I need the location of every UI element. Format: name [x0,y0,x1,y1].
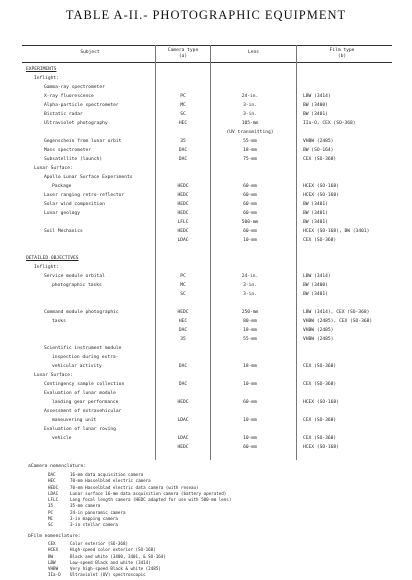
table-row [0,66,412,74]
table-row [0,192,412,200]
subject-cell: Assessment of extravehicular [44,409,122,414]
lens-cell: 60-mm [243,202,257,207]
nomenclature-description: Very high-speed Black & white (2485) [70,566,161,572]
film-type-cell: CEX (SO-368) [303,364,337,369]
lens-cell: 60-mm [243,229,257,234]
nomenclature-description: 16-mm data acquisition camera [70,472,144,477]
table-row [0,309,412,317]
header-bottom-rule [22,62,392,63]
lens-cell: 500-mm [241,220,259,225]
table-row [0,111,412,119]
camera-type-cell: HEC [178,319,188,324]
table-row [0,219,412,227]
table-row [0,291,412,299]
nomenclature-description: Ultraviolet (UV) spectroscopic [70,572,146,578]
film-type-cell: HCEX (SO-168) [303,193,339,198]
camera-type-cell: DAC [178,328,188,333]
camera-type-cell: HEDC [177,184,189,189]
camera-type-footnote: (a) [178,54,188,59]
film-type-cell: LBW (3414) [303,94,331,99]
table-row [0,417,412,425]
lens-cell: 60-mm [243,445,257,450]
film-type-cell: VHBW (2485) [303,328,334,333]
camera-nomenclature-list [48,472,231,529]
lens-cell: 60-mm [243,400,257,405]
lens-cell: 55-mm [243,337,257,342]
subject-cell: Ultraviolet photography [44,121,108,126]
table-row [0,174,412,182]
lens-cell: 24-in. [241,274,259,279]
camera-type-cell: 35 [180,139,186,144]
nomenclature-code: IIa-O [48,572,61,578]
nomenclature-description: Long focal length camera (HEDC adapted for use with 500-mm lens) [70,497,232,503]
nomenclature-description: Black and white (3400, 3401, & SO-164) [70,553,166,559]
subject-cell: Bistatic radar [44,112,83,117]
subject-cell: photographic tasks [52,283,102,288]
lens-cell: 3-in. [243,103,257,108]
subject-cell: Apollo Lunar Surface Experiments [44,175,133,180]
nomenclature-code: SC [48,522,54,528]
film-type-cell: IIa-O, CEX (SO-368) [303,121,356,126]
subject-header: Subject [80,50,100,55]
subject-cell: Lunar Surface: [34,373,73,378]
camera-type-cell: LFLC [177,220,189,225]
lens-cell: 60-mm [243,193,257,198]
camera-type-cell: HEDC [177,229,189,234]
table-row [0,138,412,146]
nomenclature-code: LFLC [48,497,59,503]
subject-cell: Gamma-ray spectrometer [44,85,105,90]
nomenclature-code: BW [48,553,54,559]
film-type-cell: BW (3401) [303,292,328,297]
camera-type-cell: HEDC [177,400,189,405]
table-row [0,336,412,344]
film-type-cell: BW (3401) [303,211,328,216]
nomenclature-description: Low-speed Black and white (3414) [70,559,151,565]
camera-type-cell: LDAC [177,436,189,441]
table-row [0,156,412,164]
film-type-cell: CEX (SO-368) [303,436,337,441]
table-row [0,237,412,245]
film-type-cell: BW (3401) [303,220,328,225]
table-row [0,183,412,191]
table-row [0,372,412,380]
film-type-cell: CEX (SO-368) [303,238,337,243]
camera-type-cell: DAC [178,382,188,387]
subject-cell: Command module photographic [44,310,119,315]
film-type-cell: BW (3400) [303,103,328,108]
camera-type-cell: DAC [178,148,188,153]
film-type-cell: CEX (SO-368) [303,382,337,387]
film-type-cell: LBW (3414), CEX (SO-368) [303,310,370,315]
table-row [0,363,412,371]
lens-cell: 55-mm [243,139,257,144]
table-row [0,300,412,308]
subject-cell: Gegenschein from lunar orbit [44,139,122,144]
subject-cell: Alpha-particle spectrometer [44,103,119,108]
film-type-cell: CEX (SO-368) [303,418,337,423]
subject-cell: Contingency sample collection [44,382,125,387]
lens-cell: 105-mm [241,121,259,126]
subject-cell: tasks [52,319,66,324]
subject-cell: Evaluation of lunar roving [44,427,116,432]
table-row [0,426,412,434]
film-type-cell: HCEX (SO-168) [303,400,339,405]
lens-cell: 18-mm [243,364,257,369]
camera-type-cell: HEDC [177,310,189,315]
film-type-cell: VHBW (2485) [303,337,334,342]
camera-type-cell: MC [180,103,186,108]
film-nomenclature-title: bFilm nomenclature: [28,534,81,539]
nomenclature-code: HEC [48,478,56,484]
nomenclature-code: DAC [48,472,56,477]
subject-cell: maneuvering unit [52,418,97,423]
table-row [0,228,412,236]
lens-cell: 3-in. [243,292,257,297]
film-type-cell: HCEX (SO-168) [303,445,339,450]
table-row [0,129,412,137]
subject-cell: Scientific instrument module [44,346,122,351]
subject-cell: Solar wind composition [44,202,105,207]
nomenclature-code: MC [48,516,54,522]
subject-cell: landing gear performance [52,400,119,405]
nomenclature-code: HCEX [48,547,59,553]
nomenclature-code: VHBW [48,566,59,572]
table-row [0,201,412,209]
table-row [0,327,412,335]
camera-type-header: Camera type [167,48,199,53]
table-row [0,246,412,254]
nomenclature-code: LBW [48,559,56,565]
subject-cell: Inflight: [34,265,59,270]
film-type-footnote: (b) [337,54,347,59]
table-row [0,345,412,353]
subject-cell: Soil Mechanics [44,229,83,234]
camera-type-cell: HEC [178,121,188,126]
table-row [0,390,412,398]
table-row [0,399,412,407]
lens-cell: 60-mm [243,211,257,216]
camera-type-cell: SC [180,292,186,297]
subject-cell: Evaluation of lunar module [44,391,116,396]
table-row [0,282,412,290]
nomenclature-description: 70-mm Hasselblad electric data camera (with reseau) [70,484,199,490]
subject-cell: Lunar Surface: [34,166,73,171]
lens-cell: 80-mm [243,319,257,324]
lens-cell: 18-mm [243,328,257,333]
lens-cell: (UV transmitting) [226,130,274,135]
camera-type-cell: DAC [178,157,188,162]
camera-type-cell: MC [180,283,186,288]
lens-cell: 60-mm [243,184,257,189]
film-type-header: Film type [329,48,355,53]
camera-type-cell: HEDC [177,193,189,198]
table-row [0,102,412,110]
film-type-cell: HCEX (SO-168), BW (3401) [303,229,370,234]
table-row [0,75,412,83]
film-type-cell: BW (SO-164) [303,148,334,153]
table-row [0,273,412,281]
subject-cell: Service module orbital [44,274,105,279]
camera-type-cell: PC [180,274,186,279]
lens-cell: 10-mm [243,238,257,243]
subject-cell: Lunar geology [44,211,80,216]
table-row [0,165,412,173]
subject-cell: Mass spectrometer [44,148,92,153]
camera-type-cell: PC [180,94,186,99]
subject-cell: Laser ranging retro-reflector [44,193,125,198]
nomenclature-description: 3-in mapping camera [70,516,118,522]
table-row [0,147,412,155]
nomenclature-code: HEDC [48,484,59,490]
page-title: TABLE A-II.- PHOTOGRAPHIC EQUIPMENT [65,8,347,22]
table-row [0,210,412,218]
table-row [0,435,412,443]
lens-cell: 24-in. [241,94,259,99]
lens-cell: 18-mm [243,148,257,153]
nomenclature-description: 70-mm Hasselblad electric camera [70,478,151,484]
film-type-cell: LBW (3414) [303,274,331,279]
nomenclature-description: 3-in stellar camera [70,522,118,528]
table-row [0,84,412,92]
camera-type-cell: LDAC [177,238,189,243]
nomenclature-code: CEX [48,541,56,546]
table-row [0,381,412,389]
subject-cell: EXPERIMENTS [26,67,57,72]
camera-type-cell: HEDC [177,202,189,207]
subject-cell: Subsatellite (launch) [44,157,103,162]
film-type-cell: HCEX (SO-168) [303,184,339,189]
table-row [0,444,412,452]
lens-header: Lens [247,50,260,55]
lens-cell: 10-mm [243,436,257,441]
film-type-cell: VHBW (2485), CEX (SO-368) [303,319,373,324]
film-nomenclature-list [48,541,166,579]
table-row [0,93,412,101]
nomenclature-entry [48,572,166,578]
table-row [0,255,412,263]
header-top-rule [22,45,392,46]
nomenclature-code: PC [48,509,54,515]
table-row [0,120,412,128]
camera-nomenclature-title: aCamera nomenclature: [28,464,87,469]
camera-type-cell: LDAC [177,418,189,423]
film-type-cell: VHBW (2485) [303,139,334,144]
lens-cell: 10-mm [243,382,257,387]
camera-type-cell: DAC [178,364,188,369]
film-type-cell: CEX (SO-368) [303,157,337,162]
lens-cell: 10-mm [243,418,257,423]
subject-cell: vehicular activity [52,364,102,369]
nomenclature-description: 35-mm camera [70,503,101,509]
lens-cell: 3-in. [243,112,257,117]
subject-cell: inspection during extra- [52,355,119,360]
nomenclature-description: Lunar surface 16-mm data acquisition camera (battery operated) [70,490,227,496]
camera-type-cell: SC [180,112,186,117]
film-type-cell: BW (3401) [303,112,328,117]
table-row [0,318,412,326]
subject-cell: Inflight: [34,76,59,81]
subject-cell: DETAILED OBJECTIVES [26,256,79,261]
table-row [0,354,412,362]
nomenclature-description: Color exterior (SO-368) [70,541,128,546]
nomenclature-entry [48,522,231,528]
nomenclature-description: High-speed color exterior (SO-168) [70,547,156,553]
lens-cell: 250-mm [241,310,259,315]
subject-cell: Package [52,184,72,189]
table-row [0,408,412,416]
camera-type-cell: 35 [180,337,186,342]
table-row [0,264,412,272]
film-type-cell: BW (3400) [303,283,328,288]
nomenclature-description: 24-in panoramic camera [70,509,126,515]
subject-cell: vehicle [52,436,72,441]
subject-cell: X-ray fluorescence [44,94,94,99]
lens-cell: 3-in. [243,283,257,288]
film-type-cell: BW (3401) [303,202,328,207]
nomenclature-code: 35 [48,503,54,509]
lens-cell: 75-mm [243,157,257,162]
camera-type-cell: HEDC [177,211,189,216]
nomenclature-code: LDAC [48,490,59,496]
camera-type-cell: HEDC [177,445,189,450]
